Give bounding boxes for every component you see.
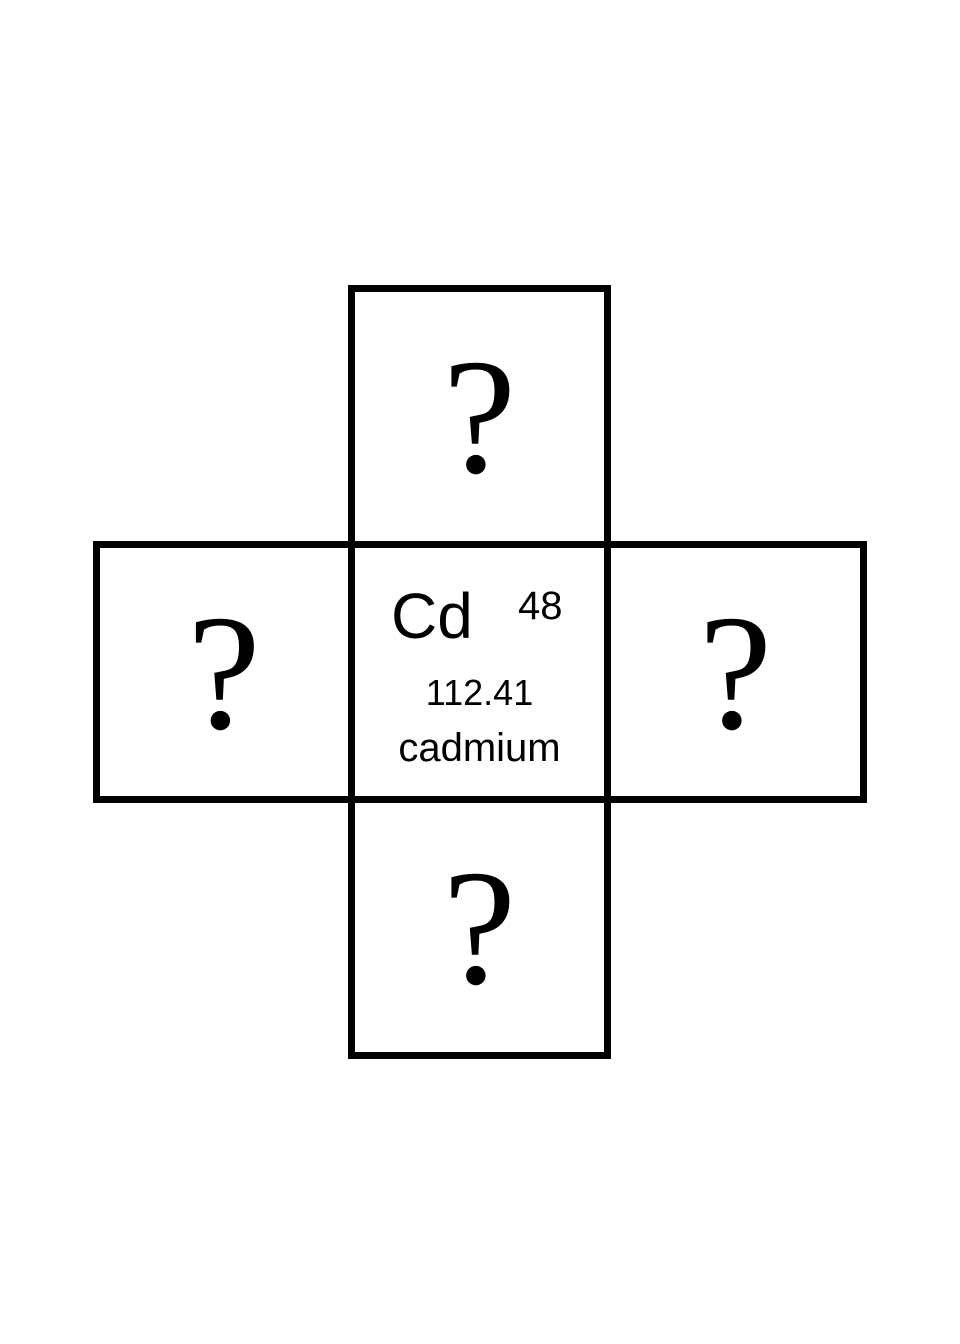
unknown-element-mark-bottom: ? — [442, 836, 517, 1019]
neighbor-cell-right — [604, 541, 867, 803]
unknown-element-mark-top: ? — [442, 325, 517, 508]
unknown-element-mark-left: ? — [187, 581, 261, 764]
atomic-number: 48 — [518, 584, 563, 628]
element-name: cadmium — [398, 726, 561, 770]
neighbor-cell-left — [93, 541, 355, 803]
atomic-mass: 112.41 — [425, 672, 534, 713]
neighbor-cell-bottom — [348, 796, 611, 1059]
element-symbol: Cd — [391, 580, 473, 652]
unknown-element-mark-right: ? — [698, 581, 773, 764]
neighbor-cell-top — [348, 285, 611, 548]
element-tile-center — [348, 541, 611, 803]
